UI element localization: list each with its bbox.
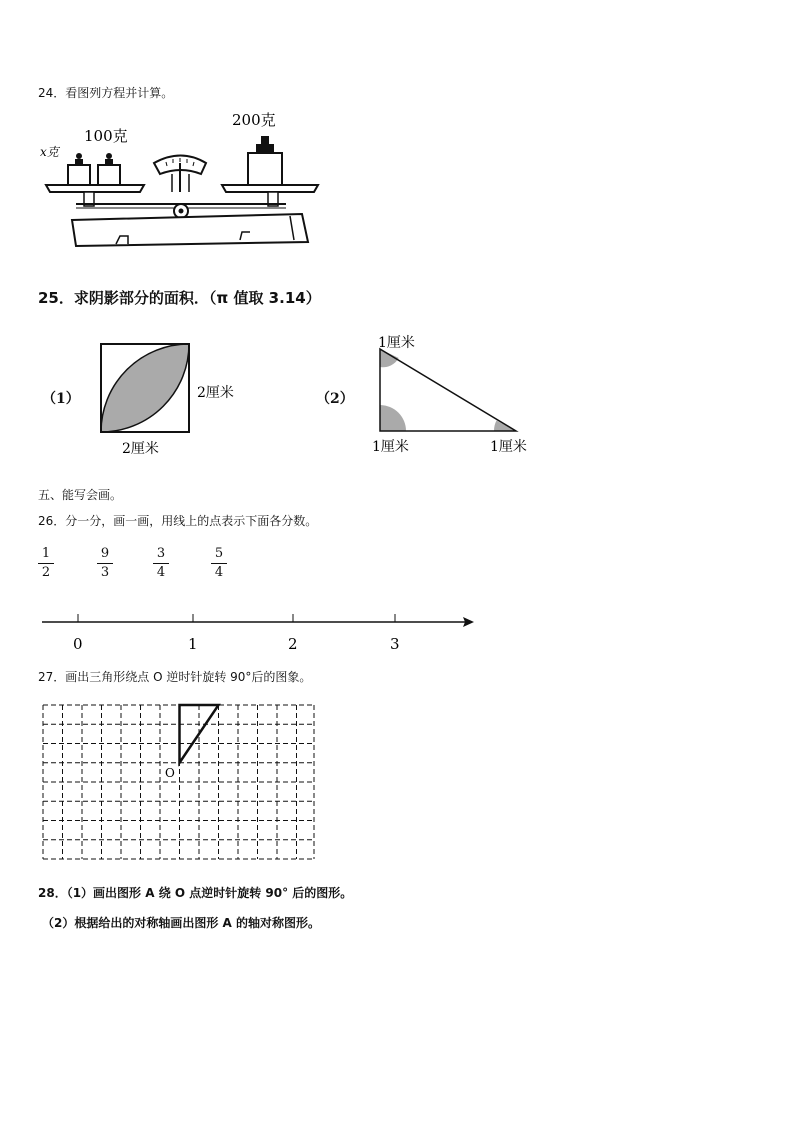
tick-label-2: 2 — [288, 635, 298, 653]
scale-base — [72, 214, 308, 246]
q28-text-2: （2）根据给出的对称轴画出图形 A 的轴对称图形。 — [42, 916, 320, 930]
w200-weight — [248, 136, 282, 185]
scale-dial — [154, 156, 206, 193]
fraction-3-4: 3 4 — [153, 546, 169, 581]
fraction-9-3: 9 3 — [97, 546, 113, 581]
square-figure — [96, 340, 246, 460]
x-gram-label: x克 — [40, 145, 59, 159]
q27-text: 27．画出三角形绕点 O 逆时针旋转 90°后的图象。 — [38, 670, 312, 684]
part1-label: （1） — [42, 391, 80, 407]
tri-top-label: 1厘米 — [378, 335, 415, 351]
fraction-5-4: 5 4 — [211, 546, 227, 581]
tri-left-label: 1厘米 — [372, 439, 409, 455]
tri-right-label: 1厘米 — [490, 439, 527, 455]
left-pan — [46, 185, 144, 192]
q28-text-1: 28．（1）画出图形 A 绕 O 点逆时针旋转 90° 后的图形。 — [38, 886, 353, 900]
fraction-1-2: 1 2 — [38, 546, 54, 581]
point-o-label: O — [165, 766, 175, 780]
tick-label-0: 0 — [73, 635, 83, 653]
tick-label-3: 3 — [390, 635, 400, 653]
shaded-leaf — [101, 344, 189, 432]
section5-heading: 五、能写会画。 — [38, 488, 123, 502]
number-line — [38, 604, 480, 654]
rotation-grid — [38, 700, 320, 864]
part2-label: （2） — [316, 391, 354, 407]
square-side-label: 2厘米 — [197, 385, 234, 401]
w100-label: 100克 — [84, 127, 128, 145]
x-weight — [68, 153, 90, 185]
q25-text: 25．求阴影部分的面积．（π 值取 3.14） — [38, 289, 321, 307]
triangle-figure — [370, 330, 540, 460]
tick-label-1: 1 — [188, 635, 198, 653]
shaded-left-sector — [380, 405, 406, 431]
q24-text: 24．看图列方程并计算。 — [38, 86, 174, 100]
q26-text: 26．分一分，画一画，用线上的点表示下面各分数。 — [38, 514, 318, 528]
balance-scale-figure — [36, 108, 326, 253]
w200-label: 200克 — [232, 111, 276, 129]
square-bottom-label: 2厘米 — [122, 441, 159, 457]
w100-weight — [98, 153, 120, 185]
right-pan — [222, 185, 318, 192]
